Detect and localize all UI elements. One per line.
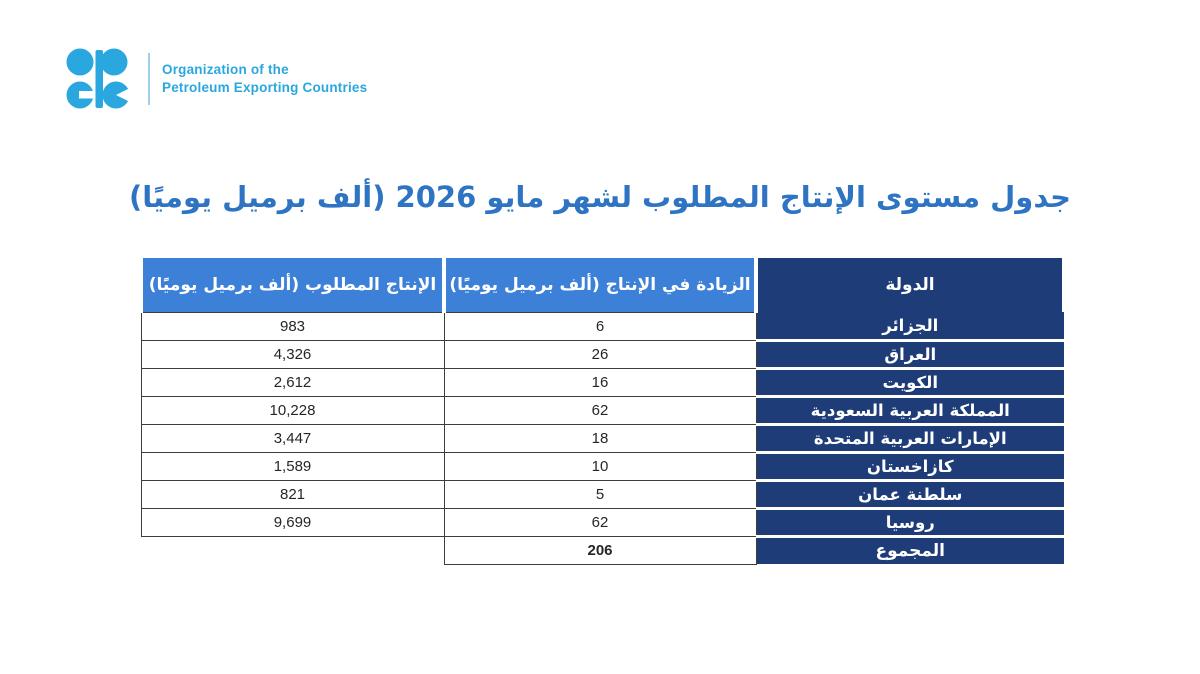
- required-cell: 983: [141, 312, 444, 340]
- table-row: [141, 368, 1064, 396]
- country-cell: العراق: [756, 340, 1064, 368]
- country-cell: روسيا: [756, 508, 1064, 536]
- total-label-cell: المجموع: [756, 536, 1064, 564]
- table-row: [141, 508, 1064, 536]
- increase-cell: 10: [444, 452, 756, 480]
- country-cell: الجزائر: [756, 312, 1064, 340]
- header-country: الدولة: [756, 258, 1064, 312]
- table-row: [141, 340, 1064, 368]
- header-required: الإنتاج المطلوب (ألف برميل يوميًا): [141, 258, 444, 312]
- required-cell: 2,612: [141, 368, 444, 396]
- required-cell: 9,699: [141, 508, 444, 536]
- required-cell: 1,589: [141, 452, 444, 480]
- required-cell: 3,447: [141, 424, 444, 452]
- country-cell: المملكة العربية السعودية: [756, 396, 1064, 424]
- increase-cell: 18: [444, 424, 756, 452]
- country-cell: الإمارات العربية المتحدة: [756, 424, 1064, 452]
- country-cell: كازاخستان: [756, 452, 1064, 480]
- total-row: [141, 536, 1064, 564]
- opec-brand: [64, 46, 367, 112]
- header-row: [141, 258, 1064, 312]
- total-increase-cell: 206: [444, 536, 756, 564]
- brand-wordmark: [162, 61, 367, 97]
- required-cell: 821: [141, 480, 444, 508]
- production-table: [139, 258, 1066, 565]
- table-row: [141, 480, 1064, 508]
- table-row: [141, 452, 1064, 480]
- required-cell: 4,326: [141, 340, 444, 368]
- brand-line2: Petroleum Exporting Countries: [162, 80, 368, 95]
- brand-line1: Organization of the: [162, 61, 289, 77]
- opec-logo-icon: [64, 46, 134, 112]
- country-cell: الكويت: [756, 368, 1064, 396]
- table-row: [141, 312, 1064, 340]
- brand-divider: [148, 53, 150, 105]
- total-empty-cell: [141, 536, 444, 564]
- increase-cell: 16: [444, 368, 756, 396]
- increase-cell: 5: [444, 480, 756, 508]
- increase-cell: 26: [444, 340, 756, 368]
- production-table-wrap: [139, 258, 1066, 565]
- required-cell: 10,228: [141, 396, 444, 424]
- table-row: [141, 396, 1064, 424]
- increase-cell: 62: [444, 508, 756, 536]
- page-title: جدول مستوى الإنتاج المطلوب لشهر مايو 2026 (ألف برميل يوميًا): [129, 180, 1071, 214]
- table-row: [141, 424, 1064, 452]
- increase-cell: 62: [444, 396, 756, 424]
- country-cell: سلطنة عمان: [756, 480, 1064, 508]
- header-increase: الزيادة في الإنتاج (ألف برميل يوميًا): [444, 258, 756, 312]
- increase-cell: 6: [444, 312, 756, 340]
